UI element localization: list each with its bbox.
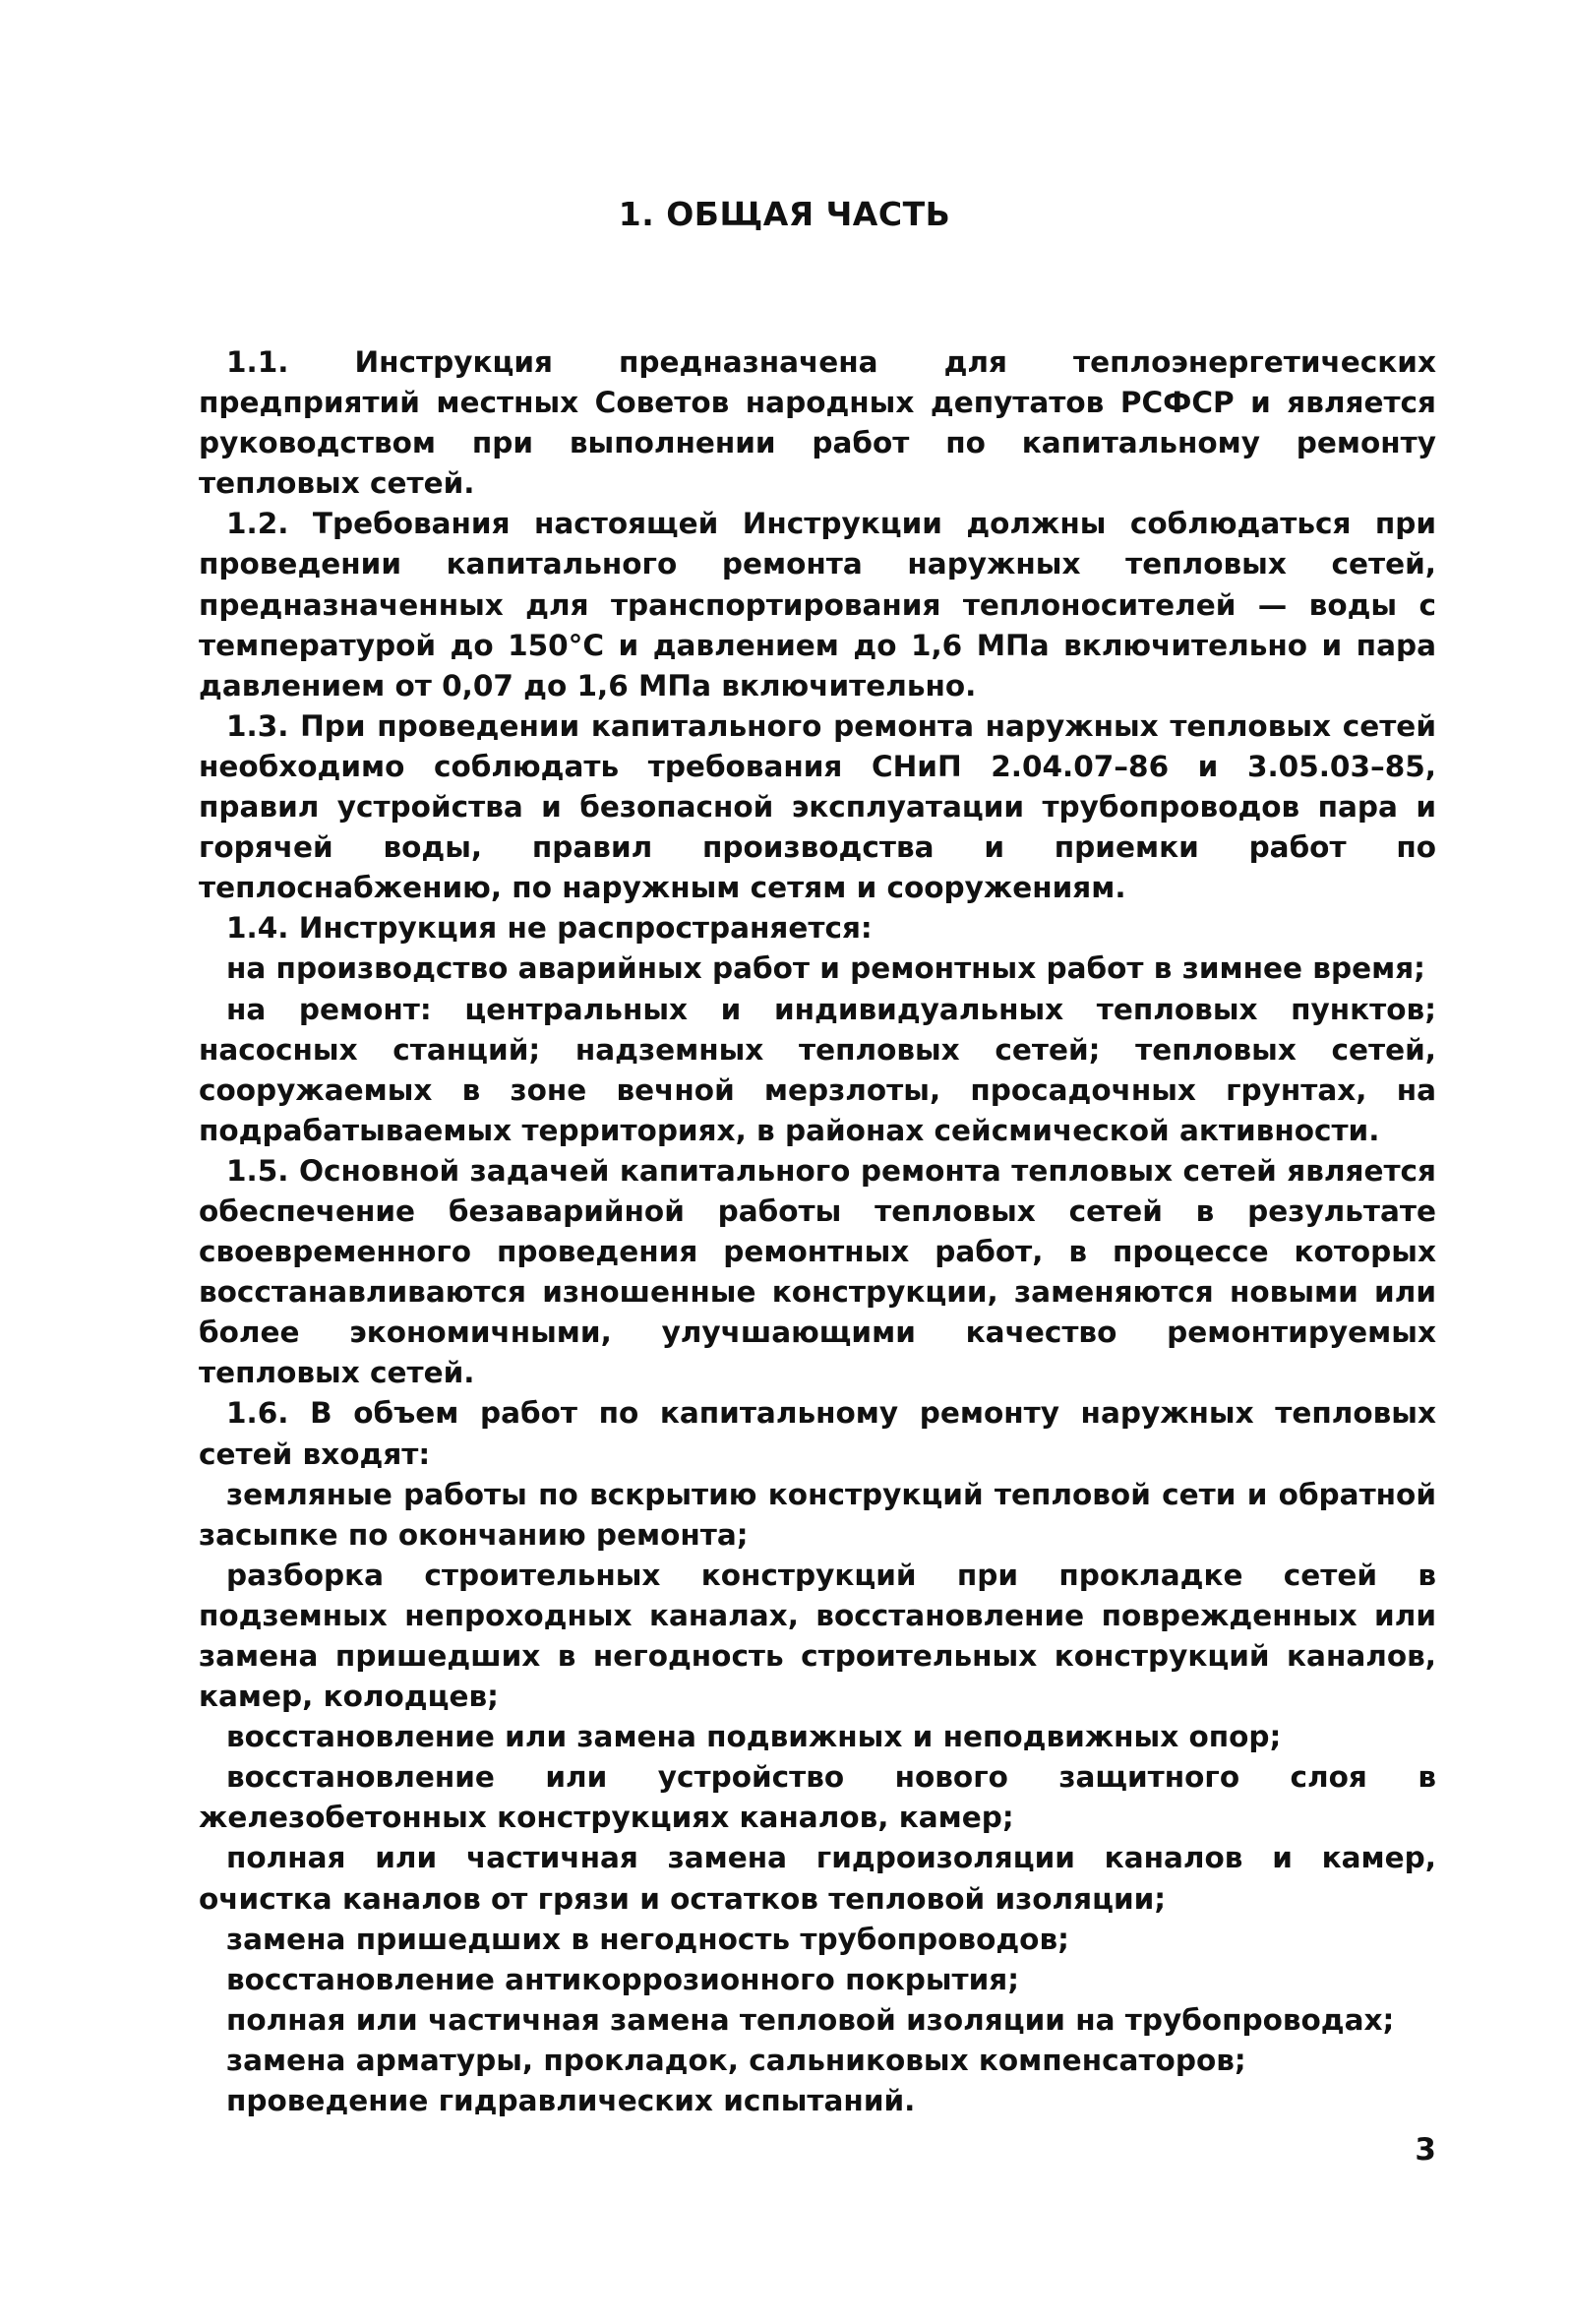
page-number: 3 — [1415, 2132, 1436, 2168]
list-item-dismantling: разборка строительных конструкций при прокладке сетей в подземных непроходных каналах, восстановление поврежденных или замена пришедших в негодность строительных конструкций каналов, камер, колодцев; — [199, 1558, 1436, 1714]
section-heading: 1. ОБЩАЯ ЧАСТЬ — [618, 195, 951, 233]
list-item-earthworks: земляные работы по вскрытию конструкций тепловой сети и обратной засыпке по окончанию ремонта; — [199, 1477, 1436, 1552]
paragraph-1-1: 1.1. Инструкция предназначена для теплоэнергетических предприятий местных Советов народных депутатов РСФСР и является руководством при выполнении работ по капитальному ремонту тепловых сетей. — [199, 345, 1436, 501]
paragraph-1-3: 1.3. При проведении капитального ремонта наружных тепловых сетей необходимо соблюдать требования СНиП 2.04.07–86 и 3.05.03–85, правил устройства и безопасной эксплуатации трубопроводов пара и горячей воды, правил производства и приемки работ по теплоснабжению, по наружным сетям и сооружениям. — [199, 708, 1436, 905]
paragraph-1-4: 1.4. Инструкция не распространяется: — [226, 911, 873, 946]
list-item-pipe-replacement: замена пришедших в негодность трубопроводов; — [226, 1922, 1069, 1956]
list-item-repair-exclusions: на ремонт: центральных и индивидуальных тепловых пунктов; насосных станций; надземных тепловых сетей; тепловых сетей, сооружаемых в зоне вечной мерзлоты, просадочных грунтах, на подрабатываемых территориях, в районах сейсмической активности. — [199, 992, 1436, 1147]
list-item-emergency-works: на производство аварийных работ и ремонтных работ в зимнее время; — [226, 951, 1425, 986]
list-item-supports: восстановление или замена подвижных и неподвижных опор; — [226, 1720, 1282, 1754]
list-item-anticorrosion: восстановление антикоррозионного покрытия; — [226, 1962, 1020, 1996]
paragraph-1-5: 1.5. Основной задачей капитального ремонта тепловых сетей является обеспечение безаварийной работы тепловых сетей в результате своевременного проведения ремонтных работ, в процессе которых восстанавливаются изношенные конструкции, заменяются новыми или более экономичными, улучшающими качество ремонтируемых тепловых сетей. — [199, 1153, 1436, 1390]
list-item-insulation: полная или частичная замена тепловой изоляции на трубопроводах; — [226, 2002, 1395, 2037]
list-item-hydraulic-tests: проведение гидравлических испытаний. — [226, 2084, 916, 2118]
paragraph-1-6: 1.6. В объем работ по капитальному ремонту наружных тепловых сетей входят: — [199, 1396, 1436, 1471]
paragraph-1-2: 1.2. Требования настоящей Инструкции должны соблюдаться при проведении капитального ремонта наружных тепловых сетей, предназначенных для транспортирования теплоносителей — воды с температурой до 150°С и давлением до 1,6 МПа включительно и пара давлением от 0,07 до 1,6 МПа включительно. — [199, 507, 1436, 703]
list-item-fittings: замена арматуры, прокладок, сальниковых компенсаторов; — [226, 2043, 1246, 2077]
list-item-waterproofing: полная или частичная замена гидроизоляции каналов и камер, очистка каналов от грязи и остатков тепловой изоляции; — [199, 1841, 1436, 1916]
document-body — [199, 342, 1436, 2121]
list-item-protective-layer: восстановление или устройство нового защитного слоя в железобетонных конструкциях каналов, камер; — [199, 1760, 1436, 1835]
